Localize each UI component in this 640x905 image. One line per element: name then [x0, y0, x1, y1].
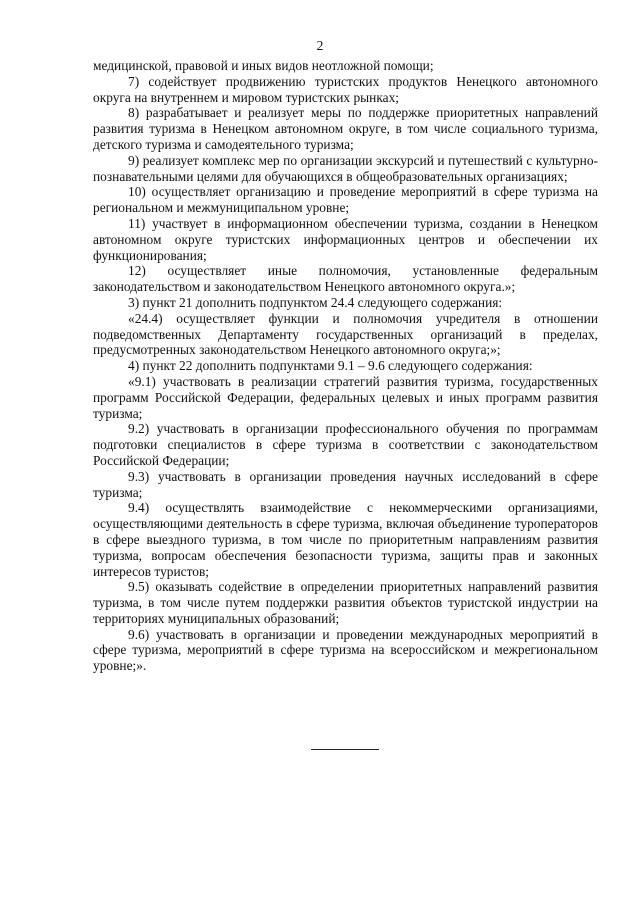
paragraph-continuation: медицинской, правовой и иных видов неотложной помощи; [93, 58, 434, 73]
paragraph-item-9: 9) реализует комплекс мер по организации экскурсий и путешествий с культурно-познавательными целями для обучающихся в общеобразовательных организациях; [93, 152, 598, 184]
paragraph-item-24-4: «24.4) осуществляет функции и полномочия учредителя в отношении подведомственных Департаменту государственных организаций в пределах, предусмотренных законодательством Ненецкого автономного округа;»; [93, 310, 598, 358]
end-of-document-rule [311, 749, 379, 750]
document-body [93, 58, 598, 674]
paragraph-item-10: 10) осуществляет организацию и проведение мероприятий в сфере туризма на региональном и межмуниципальном уровне; [93, 184, 598, 216]
paragraph-item-9-1: «9.1) участвовать в реализации стратегий развития туризма, государственных программ Российской Федерации, федеральных целевых и иных программ развития туризма; [93, 373, 598, 421]
paragraph-item-7: 7) содействует продвижению туристских продуктов Ненецкого автономного округа на внутреннем и мировом туристских рынках; [93, 73, 598, 105]
paragraph-item-9-6: 9.6) участвовать в организации и проведении международных мероприятий в сфере туризма, мероприятий в сфере туризма на всероссийском и межрегиональном уровне;». [93, 626, 598, 674]
page-number: 2 [316, 38, 324, 53]
paragraph-item-8: 8) разрабатывает и реализует меры по поддержке приоритетных направлений развития туризма в Ненецком автономном округе, в том числе социального туризма, детского туризма и самодеятельного туризма; [93, 105, 598, 152]
paragraph-item-12: 12) осуществляет иные полномочия, установленные федеральным законодательством и законодательством Ненецкого автономного округа.»; [93, 263, 598, 295]
paragraph-item-9-2: 9.2) участвовать в организации профессионального обучения по программам подготовки специалистов в сфере туризма в соответствии с законодательством Российской Федерации; [93, 421, 598, 468]
paragraph-item-9-4: 9.4) осуществлять взаимодействие с некоммерческими организациями, осуществляющими деятельность в сфере туризма, включая объединение туроператоров в сфере выездного туризма, в том числе по приоритетным направлениям развития туризма, вопросам обеспечения безопасности туризма, защиты прав и законных интересов туристов; [93, 500, 598, 579]
paragraph-item-9-5: 9.5) оказывать содействие в определении приоритетных направлений развития туризма, в том числе путем поддержки развития объектов туристской индустрии на территориях муниципальных образований; [93, 579, 598, 626]
paragraph-item-11: 11) участвует в информационном обеспечении туризма, создании в Ненецком автономном округе туристских информационных центров и обеспечении их функционирования; [93, 215, 598, 263]
paragraph-item-9-3: 9.3) участвовать в организации проведения научных исследований в сфере туризма; [93, 468, 598, 500]
paragraph-amendment-4: 4) пункт 22 дополнить подпунктами 9.1 – 9.6 следующего содержания: [128, 358, 533, 374]
paragraph-amendment-3: 3) пункт 21 дополнить подпунктом 24.4 следующего содержания: [128, 294, 503, 310]
